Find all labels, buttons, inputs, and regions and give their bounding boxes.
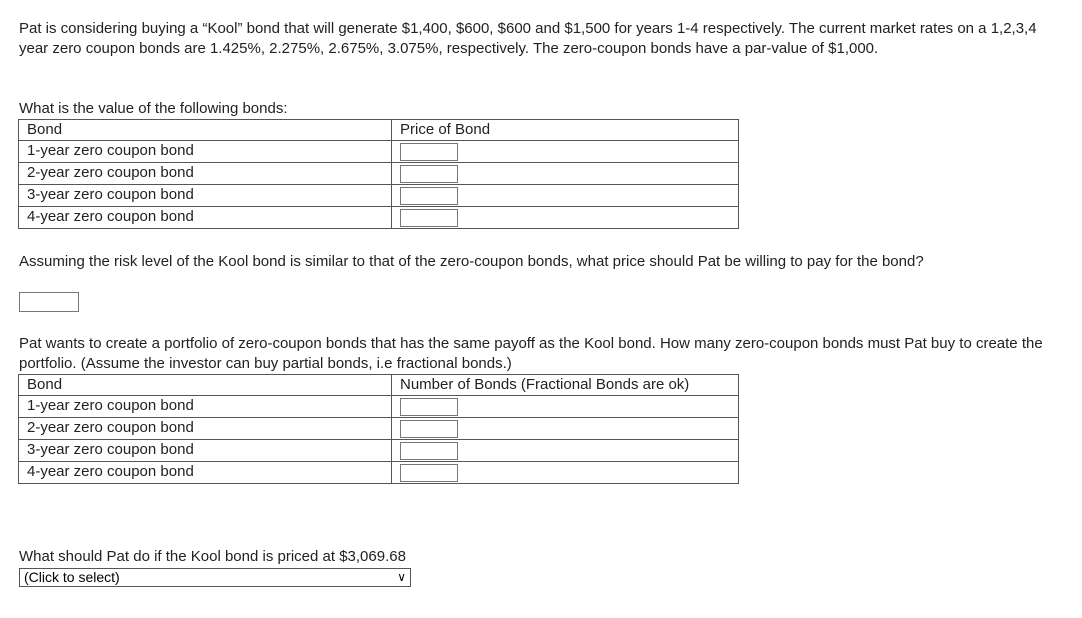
intro-text: Pat is considering buying a “Kool” bond that will generate $1,400, $600, $600 and $1,500 for years 1-4 respectively. The current market rates on a 1,2,3,4 year zero coupon bonds are 1.425%, 2.275%, 2.675%, 3.075%, respectively. The zero-coupon bonds have a par-value of $1,000. (19, 20, 1037, 57)
bond-label: 4-year zero coupon bond (19, 207, 392, 229)
q3-prompt: Pat wants to create a portfolio of zero-coupon bonds that has the same payoff as the Kool bond. How many zero-coupon bonds must Pat buy to create the portfolio. (Assume the investor can buy partial bonds, i.e fractional bonds.) (19, 335, 1043, 372)
bond-label: 3-year zero coupon bond (19, 440, 392, 462)
q1-prompt: What is the value of the following bonds: (19, 100, 288, 117)
kool-price-input[interactable] (19, 292, 79, 312)
bond-label: 1-year zero coupon bond (19, 396, 392, 418)
header-bond: Bond (19, 375, 392, 396)
count-input-2yr[interactable] (400, 420, 458, 438)
count-input-4yr[interactable] (400, 464, 458, 482)
select-value: (Click to select) (24, 569, 120, 585)
table-row (19, 418, 739, 440)
table-row (19, 207, 739, 229)
header-price: Price of Bond (392, 120, 739, 141)
bond-label: 3-year zero coupon bond (19, 185, 392, 207)
table-header-row (19, 375, 739, 396)
bond-count-table (18, 374, 739, 484)
table-row (19, 163, 739, 185)
action-select[interactable] (19, 568, 411, 587)
bond-price-table (18, 119, 739, 229)
bond-label: 1-year zero coupon bond (19, 141, 392, 163)
q4-prompt: What should Pat do if the Kool bond is priced at $3,069.68 (19, 548, 406, 565)
price-input-2yr[interactable] (400, 165, 458, 183)
q2-prompt: Assuming the risk level of the Kool bond is similar to that of the zero-coupon bonds, what price should Pat be willing to pay for the bond? (19, 253, 924, 270)
price-input-3yr[interactable] (400, 187, 458, 205)
table-row (19, 185, 739, 207)
table-row (19, 396, 739, 418)
table-header-row (19, 120, 739, 141)
count-input-3yr[interactable] (400, 442, 458, 460)
bond-label: 2-year zero coupon bond (19, 418, 392, 440)
header-bond: Bond (19, 120, 392, 141)
price-input-1yr[interactable] (400, 143, 458, 161)
table-row (19, 440, 739, 462)
table-row (19, 462, 739, 484)
bond-label: 4-year zero coupon bond (19, 462, 392, 484)
chevron-down-icon: ∨ (397, 570, 406, 584)
count-input-1yr[interactable] (400, 398, 458, 416)
bond-label: 2-year zero coupon bond (19, 163, 392, 185)
table-row (19, 141, 739, 163)
price-input-4yr[interactable] (400, 209, 458, 227)
header-number-of-bonds: Number of Bonds (Fractional Bonds are ok) (392, 375, 739, 396)
